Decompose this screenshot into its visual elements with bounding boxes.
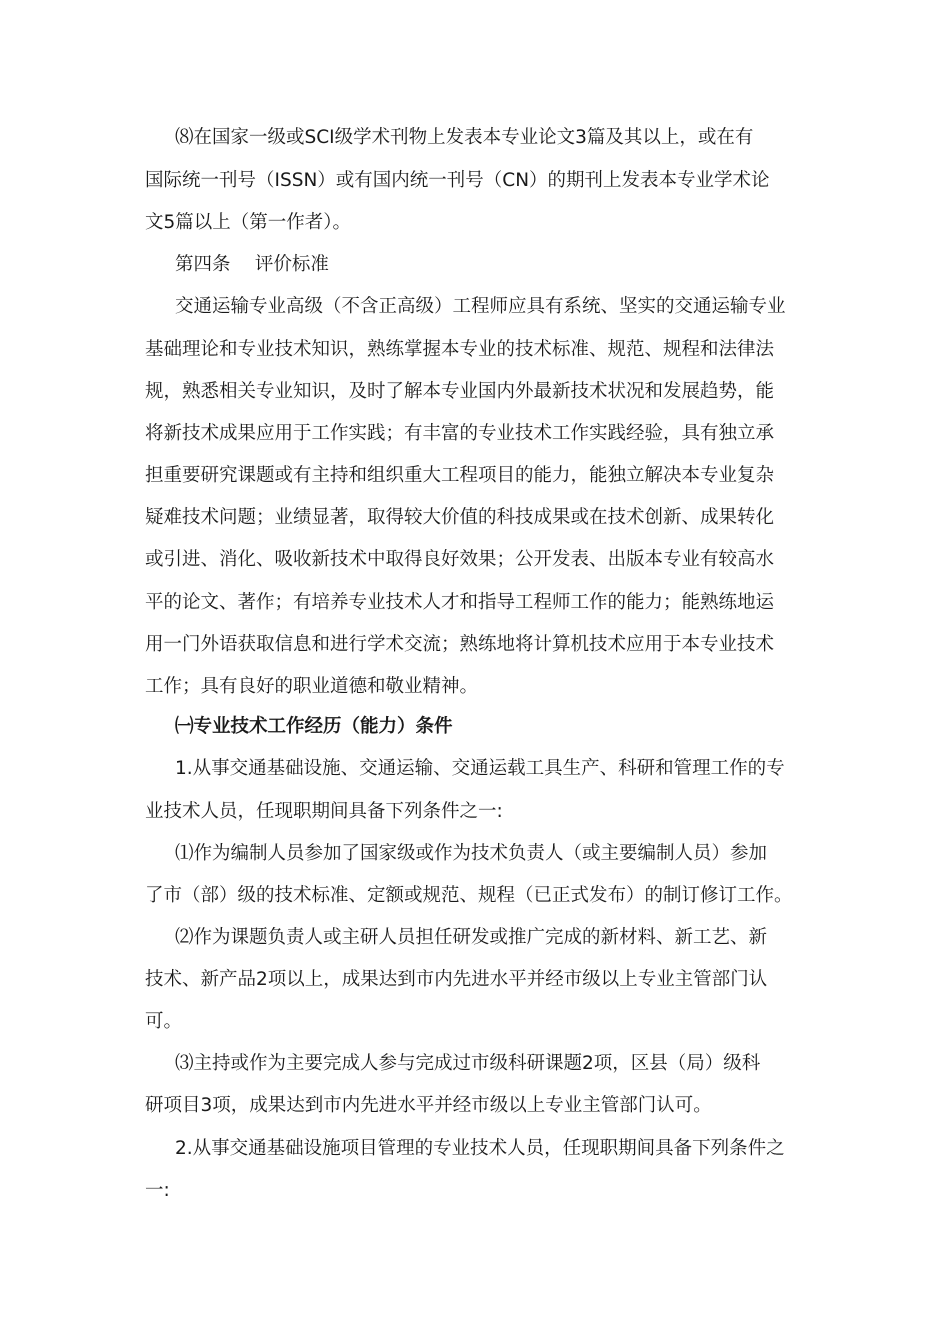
paragraph-line: 技术、新产品2项以上，成果达到市内先进水平并经市级以上专业主管部门认: [145, 969, 768, 990]
paragraph-line: 了市（部）级的技术标准、定额或规范、规程（已正式发布）的制订修订工作。: [145, 885, 793, 906]
paragraph-line: 交通运输专业高级（不含正高级）工程师应具有系统、坚实的交通运输专业: [175, 296, 786, 317]
article-heading: 第四条 评价标准: [175, 254, 329, 275]
paragraph-line: 可。: [145, 1011, 183, 1032]
section-heading: ㈠专业技术工作经历（能力）条件: [175, 716, 453, 737]
paragraph-line: 一:: [145, 1180, 170, 1201]
paragraph-line: 疑难技术问题；业绩显著，取得较大价值的科技成果或在技术创新、成果转化: [145, 507, 775, 528]
paragraph-line: ⑴作为编制人员参加了国家级或作为技术负责人（或主要编制人员）参加: [175, 843, 768, 864]
paragraph-line: 将新技术成果应用于工作实践；有丰富的专业技术工作实践经验，具有独立承: [145, 423, 775, 444]
paragraph-line: 用一门外语获取信息和进行学术交流；熟练地将计算机技术应用于本专业技术: [145, 634, 775, 655]
paragraph-line: ⑵作为课题负责人或主研人员担任研发或推广完成的新材料、新工艺、新: [175, 927, 768, 948]
paragraph-line: 平的论文、著作；有培养专业技术人才和指导工程师工作的能力；能熟练地运: [145, 592, 775, 613]
paragraph-line: 业技术人员，任现职期间具备下列条件之一:: [145, 801, 503, 822]
paragraph-line: 研项目3项，成果达到市内先进水平并经市级以上专业主管部门认可。: [145, 1095, 712, 1116]
paragraph-line: 1.从事交通基础设施、交通运输、交通运载工具生产、科研和管理工作的专: [175, 758, 785, 779]
paragraph-line: 担重要研究课题或有主持和组织重大工程项目的能力，能独立解决本专业复杂: [145, 465, 775, 486]
paragraph-line: 或引进、消化、吸收新技术中取得良好效果；公开发表、出版本专业有较高水: [145, 549, 775, 570]
paragraph-line: 文5篇以上（第一作者）。: [145, 212, 352, 233]
paragraph-line: ⑶主持或作为主要完成人参与完成过市级科研课题2项，区县（局）级科: [175, 1053, 761, 1074]
paragraph-line: 基础理论和专业技术知识，熟练掌握本专业的技术标准、规范、规程和法律法: [145, 339, 775, 360]
paragraph-line: 工作；具有良好的职业道德和敬业精神。: [145, 676, 479, 697]
paragraph-line: 2.从事交通基础设施项目管理的专业技术人员，任现职期间具备下列条件之: [175, 1138, 785, 1159]
paragraph-line: 国际统一刊号（ISSN）或有国内统一刊号（CN）的期刊上发表本专业学术论: [145, 170, 770, 191]
paragraph-line: ⑻在国家一级或SCI级学术刊物上发表本专业论文3篇及其以上，或在有: [175, 127, 754, 148]
paragraph-line: 规，熟悉相关专业知识，及时了解本专业国内外最新技术状况和发展趋势，能: [145, 381, 775, 402]
